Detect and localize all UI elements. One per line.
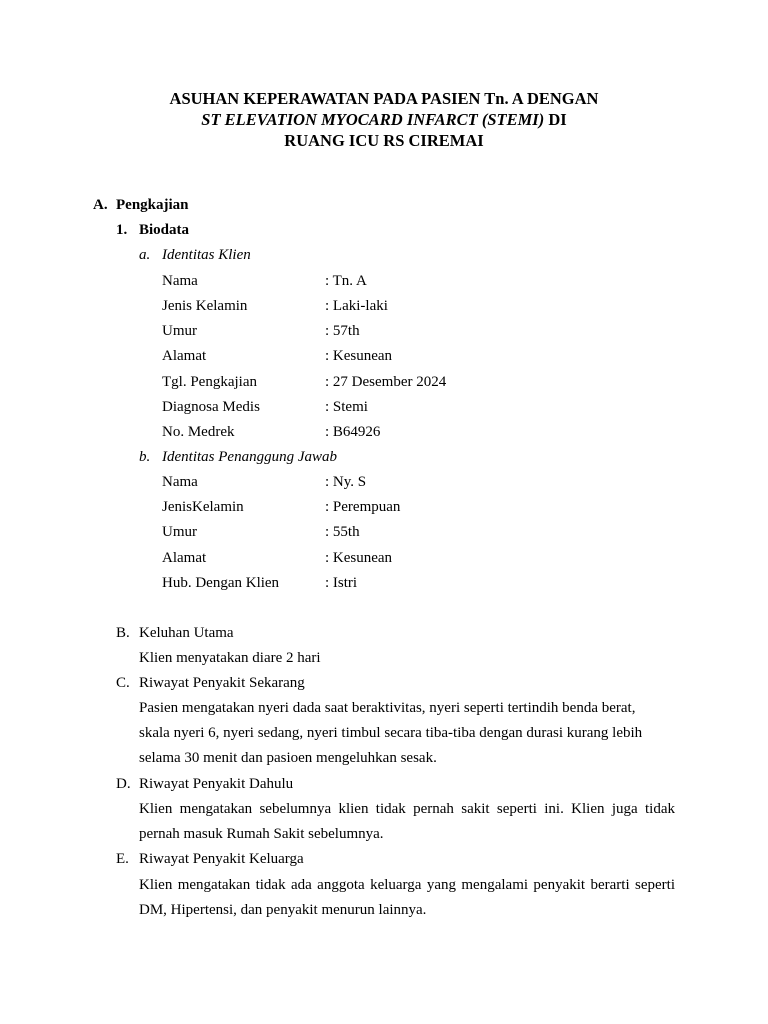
penanggung-value: : Kesunean (325, 550, 393, 566)
klien-value: : Kesunean (325, 348, 393, 364)
section-b-text: Klien menyatakan diare 2 hari (139, 650, 321, 666)
title-line-3: RUANG ICU RS CIREMAI (284, 131, 484, 150)
section-d-marker: D. (116, 776, 131, 792)
penanggung-label: Hub. Dengan Klien (162, 575, 280, 591)
klien-label: Umur (162, 323, 197, 339)
penanggung-value: : Ny. S (325, 474, 367, 490)
section-a-heading: Pengkajian (116, 197, 189, 213)
identitas-penanggung-heading: Identitas Penanggung Jawab (162, 449, 337, 465)
identitas-penanggung-marker: b. (139, 449, 151, 465)
subsection-1-heading: Biodata (139, 222, 190, 238)
document-title (0, 88, 768, 151)
klien-value: : Tn. A (325, 273, 367, 289)
section-b-marker: B. (116, 625, 130, 641)
section-e-marker: E. (116, 851, 129, 867)
section-a-marker: A. (93, 197, 108, 213)
klien-value: : Laki-laki (325, 298, 388, 314)
section-d-text: Klien mengatakan sebelumnya klien tidak pernah sakit seperti ini. Klien juga tidak pernah masuk Rumah Sakit sebelumnya. (139, 801, 675, 843)
penanggung-label: Alamat (162, 550, 207, 566)
penanggung-label: Umur (162, 524, 197, 540)
section-c-heading: Riwayat Penyakit Sekarang (139, 675, 305, 691)
section-d-heading: Riwayat Penyakit Dahulu (139, 776, 294, 792)
klien-label: Nama (162, 273, 198, 289)
klien-label: Alamat (162, 348, 207, 364)
title-line-2-rest: DI (544, 110, 567, 129)
penanggung-value: : Istri (325, 575, 358, 591)
klien-label: Jenis Kelamin (162, 298, 248, 314)
section-e-text: Klien mengatakan tidak ada anggota keluarga yang mengalami penyakit berarti seperti DM, Hipertensi, dan penyakit menurun lainnya. (139, 877, 675, 919)
klien-value: : B64926 (325, 424, 381, 440)
klien-label: No. Medrek (162, 424, 235, 440)
klien-value: : 57th (325, 323, 360, 339)
penanggung-label: JenisKelamin (162, 499, 244, 515)
klien-value: : Stemi (325, 399, 368, 415)
title-line-2-italic: ST ELEVATION MYOCARD INFARCT (STEMI) (201, 110, 545, 129)
klien-label: Tgl. Pengkajian (162, 374, 257, 390)
title-line-1: ASUHAN KEPERAWATAN PADA PASIEN Tn. A DENGAN (169, 89, 599, 108)
section-e-heading: Riwayat Penyakit Keluarga (139, 851, 304, 867)
identitas-klien-heading: Identitas Klien (162, 247, 251, 263)
klien-label: Diagnosa Medis (162, 399, 260, 415)
section-c-text: Pasien mengatakan nyeri dada saat beraktivitas, nyeri seperti tertindih benda berat, skala nyeri 6, nyeri sedang, nyeri timbul secara tiba-tiba dengan durasi kurang lebih selama 30 menit dan pasioen mengeluhkan sesak. (139, 700, 643, 767)
section-b-heading: Keluhan Utama (139, 625, 234, 641)
penanggung-value: : 55th (325, 524, 360, 540)
title-line-2 (0, 109, 768, 130)
section-c-marker: C. (116, 675, 130, 691)
penanggung-label: Nama (162, 474, 198, 490)
identitas-klien-marker: a. (139, 247, 151, 263)
penanggung-value: : Perempuan (325, 499, 401, 515)
subsection-1-marker: 1. (116, 222, 128, 238)
klien-value: : 27 Desember 2024 (325, 374, 447, 390)
